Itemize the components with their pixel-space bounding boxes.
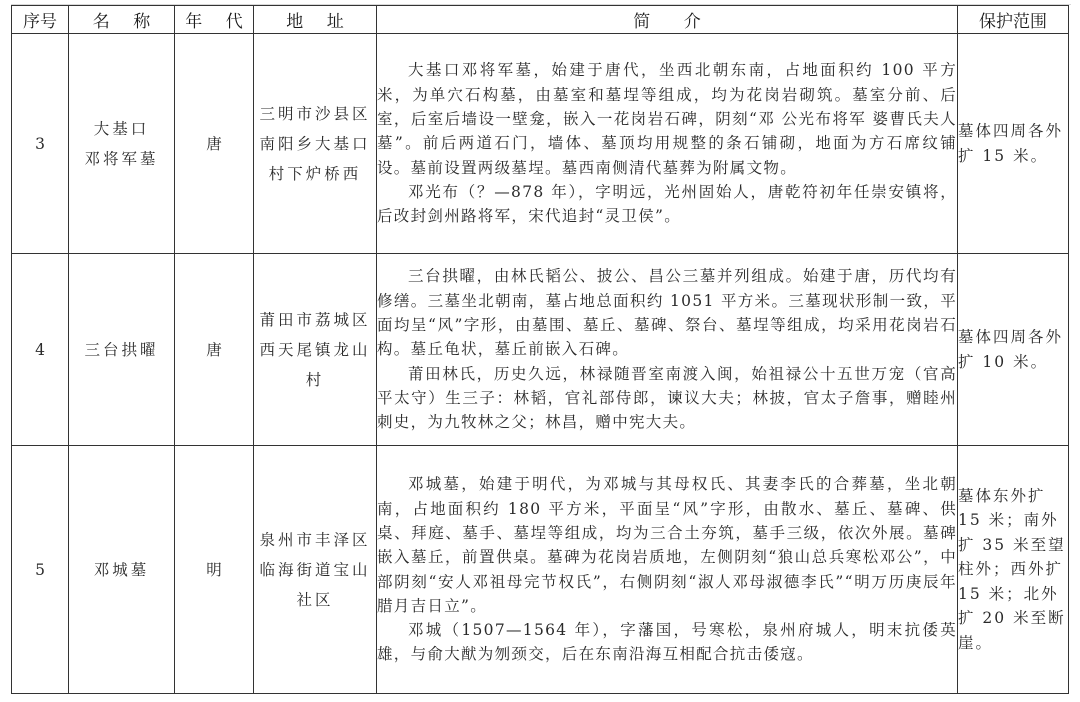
cell-index: 3 <box>12 34 69 254</box>
cell-scope: 墓体四周各外扩 10 米。 <box>958 254 1069 446</box>
header-era: 年 代 <box>175 6 254 34</box>
name-line: 邓城墓 <box>93 560 150 579</box>
name-line: 三台拱曜 <box>84 340 159 359</box>
cell-index: 5 <box>12 446 69 694</box>
cell-address: 莆田市荔城区西天尾镇龙山村 <box>254 254 377 446</box>
heritage-sites-table <box>11 5 1069 694</box>
intro-paragraph: 邓光布（？—878 年），字明远，光州固始人，唐乾符初年任崇安镇将，后改封剑州路将军，宋代追封“灵卫侯”。 <box>377 182 957 226</box>
header-name: 名 称 <box>69 6 175 34</box>
cell-name <box>69 446 175 694</box>
intro-paragraph: 三台拱曜，由林氏韬公、披公、昌公三墓并列组成。始建于唐，历代均有修缮。三墓坐北朝南，墓占地总面积约 1051 平方米。三墓现状形制一致，平面均呈“风”字形，由墓围、墓丘、墓碑、祭台、墓埕等组成，均采用花岗岩石构。墓丘龟状，墓丘前嵌入石碑。 <box>377 267 957 359</box>
cell-name <box>69 254 175 446</box>
intro-paragraph: 邓城（1507—1564 年），字藩国，号寒松，泉州府城人，明末抗倭英雄，与俞大猷为刎颈交，后在东南沿海互相配合抗击倭寇。 <box>377 621 957 664</box>
header-intro: 简 介 <box>377 6 958 34</box>
cell-intro <box>377 446 958 694</box>
table-row <box>12 446 1069 694</box>
header-scope: 保护范围 <box>958 6 1069 34</box>
cell-era: 明 <box>175 446 254 694</box>
header-index: 序号 <box>12 6 69 34</box>
cell-address: 泉州市丰泽区临海街道宝山社区 <box>254 446 377 694</box>
table-header-row <box>12 6 1069 34</box>
cell-era: 唐 <box>175 254 254 446</box>
intro-paragraph: 莆田林氏，历史久远，林禄随晋室南渡入闽，始祖禄公十五世万宠（官高平太守）生三子：林韬，官礼部侍郎，谏议大夫；林披，官太子詹事，赠睦州刺史，为九牧林之父；林昌，赠中宪大夫。 <box>377 364 957 432</box>
header-address: 地 址 <box>254 6 377 34</box>
cell-intro <box>377 254 958 446</box>
cell-scope: 墓体东外扩 15 米；南外扩 35 米至望柱外；西外扩 15 米；北外扩 20 米至断崖。 <box>958 446 1069 694</box>
name-line: 邓将军墓 <box>84 149 159 168</box>
intro-paragraph: 大基口邓将军墓，始建于唐代，坐西北朝东南，占地面积约 100 平方米，为单穴石构墓，由墓室和墓埕等组成，均为花岗岩砌筑。墓室分前、后室，后室后墙设一壁龛，嵌入一花岗岩石碑，阴刻“邓 公光布将军 婆曹氏夫人墓”。前后两道石门，墙体、墓顶均用规整的条石铺砌，地面为方石席纹铺设。墓前设置两级墓埕。墓西南侧清代墓葬为附属文物。 <box>377 61 957 177</box>
cell-scope: 墓体四周各外扩 15 米。 <box>958 34 1069 254</box>
cell-index: 4 <box>12 254 69 446</box>
cell-name <box>69 34 175 254</box>
cell-era: 唐 <box>175 34 254 254</box>
name-line: 大基口 <box>93 119 150 138</box>
cell-address: 三明市沙县区南阳乡大基口村下炉桥西 <box>254 34 377 254</box>
cell-intro <box>377 34 958 254</box>
table-row <box>12 34 1069 254</box>
intro-paragraph: 邓城墓，始建于明代，为邓城与其母权氏、其妻李氏的合葬墓，坐北朝南，占地面积约 180 平方米，平面呈“风”字形，由散水、墓丘、墓碑、供桌、拜庭、墓手、墓埕等组成，均为三合土夯筑，墓手三级，依次外展。墓碑嵌入墓丘，前置供桌。墓碑为花岗岩质地，左侧阴刻“狼山总兵寒松邓公”，中部阴刻“安人邓祖母完节权氏”，右侧阴刻“淑人邓母淑德李氏”“明万历庚辰年腊月吉日立”。 <box>377 475 957 615</box>
table-row <box>12 254 1069 446</box>
